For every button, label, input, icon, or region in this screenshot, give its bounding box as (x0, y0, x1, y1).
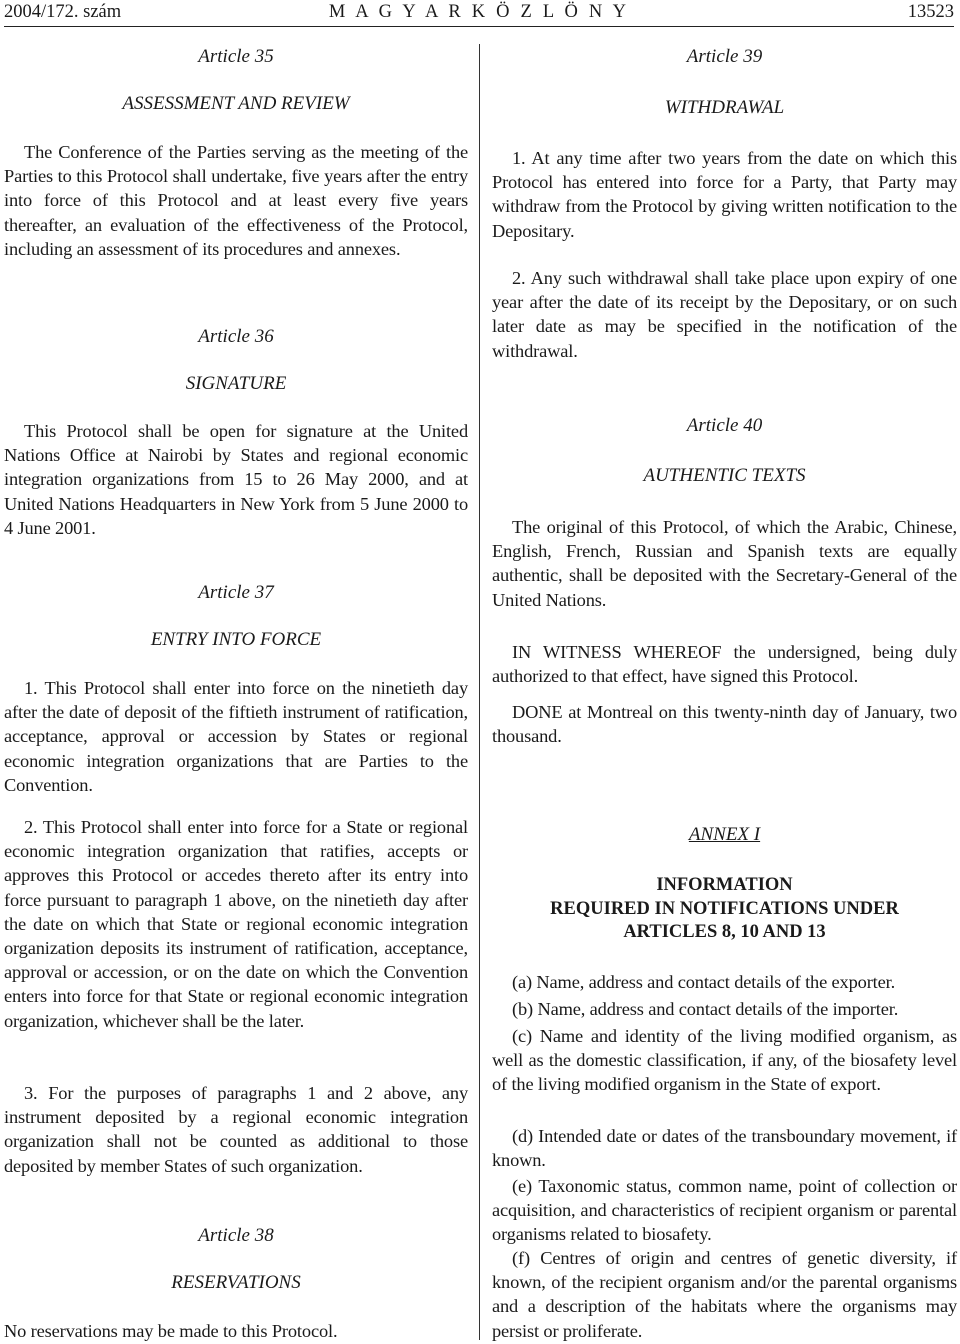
article-35-title: ASSESSMENT AND REVIEW (122, 93, 350, 114)
page-number: 13523 (907, 2, 954, 22)
annex-item-c: (c) Name and identity of the living modified organism, as well as the domestic classification, if any, of the biosafety level of the living modified organism in the State of export. (492, 1026, 957, 1095)
annex-heading-line-3: ARTICLES 8, 10 AND 13 (623, 922, 826, 942)
issue-number: 2004/172. szám (4, 2, 122, 22)
article-37-number: Article 37 (198, 582, 274, 603)
annex-title (492, 823, 957, 847)
article-35-number: Article 35 (198, 46, 274, 67)
article-37-paragraph-1: 1. This Protocol shall enter into force on the ninetieth day after the date of deposit of the fiftieth instrument of ratification, acceptance, approval or accession by States or regional economic integration organizations that are Parties to the Convention. (4, 678, 468, 795)
article-38-title: RESERVATIONS (171, 1272, 301, 1293)
annex-item-d: (d) Intended date or dates of the transboundary movement, if known. (492, 1126, 957, 1171)
article-37-paragraph-3: 3. For the purposes of paragraphs 1 and 2 above, any instrument deposited by a regional economic integration organization shall not be counted as additional to those deposited by member States of such organization. (4, 1083, 468, 1176)
annex-heading-line-1: INFORMATION (656, 875, 793, 895)
article-35-text: The Conference of the Parties serving as the meeting of the Parties to this Protocol shall undertake, five years after the entry into force of this Protocol and at least every five years thereafter, an evaluation of the effectiveness of the Protocol, including an assessment of its procedures and annexes. (4, 142, 468, 259)
article-39-paragraph-2: 2. Any such withdrawal shall take place upon expiry of one year after the date of its receipt by the Depositary, or on such later date as may be specified in the notification of the withdrawal. (492, 268, 957, 361)
article-38-text: No reservations may be made to this Protocol. (4, 1321, 338, 1341)
annex-heading-line-2: REQUIRED IN NOTIFICATIONS UNDER (550, 899, 899, 919)
annex-item-f: (f) Centres of origin and centres of genetic diversity, if known, of the recipient organism and/or the parental organisms and a description of the habitats where the organisms may persist or proliferate. (492, 1248, 957, 1341)
journal-title: M A G Y A R K Ö Z L Ö N Y (328, 2, 630, 22)
witness-clause: IN WITNESS WHEREOF the undersigned, being duly authorized to that effect, have signed this Protocol. (492, 642, 957, 687)
done-clause: DONE at Montreal on this twenty-ninth day of January, two thousand. (492, 702, 957, 747)
article-40-text: The original of this Protocol, of which the Arabic, Chinese, English, French, Russian and Spanish texts are equally authentic, shall be deposited with the Secretary-General of the United Nations. (492, 517, 957, 610)
article-37-title: ENTRY INTO FORCE (150, 629, 322, 650)
article-38-number: Article 38 (198, 1225, 274, 1246)
article-37-paragraph-2: 2. This Protocol shall enter into force for a State or regional economic integration organization that ratifies, accepts or approves this Protocol or accedes thereto after its entry into force pursuant to paragraph 1 above, on the ninetieth day after the date on which that State or regional economic integration organization deposits its instrument of ratification, acceptance, approval or accession, or on the date on which the Convention enters into force for that State or regional economic integration organization, whichever shall be the later. (4, 817, 468, 1031)
article-39-paragraph-1: 1. At any time after two years from the date on which this Protocol has entered into force for a Party, that Party may withdraw from the Protocol by giving written notification to the Depositary. (492, 148, 957, 241)
article-36-text: This Protocol shall be open for signature at the United Nations Office at Nairobi by States and regional economic integration organizations from 15 to 26 May 2000, and at United Nations Headquarters in New York from 5 June 2000 to 4 June 2001. (4, 421, 468, 538)
article-40-number: Article 40 (686, 415, 763, 436)
article-40-title: AUTHENTIC TEXTS (643, 465, 806, 486)
article-36-title: SIGNATURE (185, 373, 287, 394)
article-39-title: WITHDRAWAL (664, 97, 785, 118)
article-36-number: Article 36 (198, 326, 274, 347)
annex-item-e: (e) Taxonomic status, common name, point of collection or acquisition, and characteristics of recipient organism or parental organisms related to biosafety. (492, 1176, 957, 1245)
article-39-number: Article 39 (686, 46, 763, 67)
annex-title-text: ANNEX I (688, 824, 761, 845)
column-divider (479, 44, 480, 1340)
annex-item-a: (a) Name, address and contact details of the exporter. (512, 972, 896, 992)
page-header (4, 0, 954, 27)
annex-item-b: (b) Name, address and contact details of the importer. (512, 999, 899, 1019)
